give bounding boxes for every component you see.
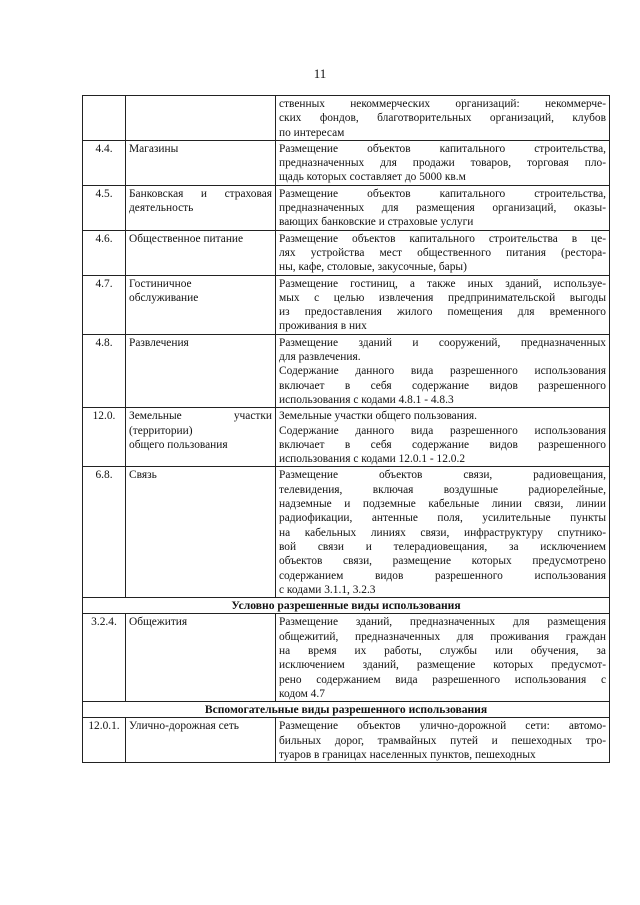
use-description-line: предназначенных для размещения организаций, оказы- [279,202,606,215]
use-description-line: проживания в них [279,320,367,333]
use-code [83,96,126,141]
use-description-line: на кабельных линиях связи, инфраструктуру спутнико- [279,526,606,539]
use-description-line: ственных некоммерческих организаций: некоммерче- [279,98,606,110]
table-body [83,96,610,763]
use-description-line: с кодами 3.1.1, 3.2.3 [279,583,376,596]
use-name [126,467,276,598]
land-use-table [82,95,610,763]
use-description-line: бильных дорог, трамвайных путей и пешеходных тро- [279,734,606,747]
use-description-line: Содержание данного вида разрешенного использования [279,365,606,378]
use-description [276,467,610,598]
use-description-line: вающих банковские и страховые услуги [279,216,474,229]
use-description-line: кодом 4.7 [279,687,325,700]
use-name-line: Развлечения [129,336,189,349]
table-row [83,334,610,407]
use-description-line: включает в себя содержание видов разрешенного [279,379,606,392]
use-code: 12.0.1. [83,718,126,763]
use-name-line: Общежития [129,616,188,629]
use-description-line: Содержание данного вида разрешенного использования [279,424,606,437]
use-description-line: Размещение объектов капитального строительства, [279,142,606,155]
use-name-line: Связь [129,469,157,482]
use-code: 4.6. [83,230,126,275]
use-name-line: Улично-дорожная сеть [129,720,240,733]
table-row [83,140,610,185]
use-description [276,408,610,467]
use-description-line: Размещение объектов капитального строительства, [279,187,606,200]
use-name [126,140,276,185]
use-code: 4.4. [83,140,126,185]
table-row [83,185,610,230]
use-code: 6.8. [83,467,126,598]
use-description-line: использования с кодами 12.0.1 - 12.0.2 [279,453,466,466]
use-name-line: Гостиничное [129,277,192,290]
use-name [126,96,276,141]
use-description-line: Размещение зданий и сооружений, предназначенных [279,336,606,349]
use-description-line: телевидения, включая воздушные радиорелейные, [279,483,606,496]
use-name [126,275,276,334]
use-description-line: Размещение объектов улично-дорожной сети: автомо- [279,720,606,733]
use-description-line: для развлечения. [279,351,361,364]
use-description [276,140,610,185]
use-name [126,614,276,702]
section-header-row [83,598,610,614]
use-name [126,334,276,407]
use-description-line: щадь которых составляет до 5000 кв.м [279,171,466,184]
use-description [276,185,610,230]
section-title: Вспомогательные виды разрешенного использования [83,702,610,718]
use-name [126,718,276,763]
use-name-line: деятельность [129,202,194,215]
use-name [126,408,276,467]
section-title: Условно разрешенные виды использования [83,598,610,614]
use-description-line: исключением зданий, размещение которых предусмот- [279,659,606,672]
use-description [276,718,610,763]
use-description-line: ских фондов, благотворительных организаций, клубов [279,112,606,125]
use-name-line: Земельные участки [129,410,272,423]
use-description [276,275,610,334]
use-code: 4.8. [83,334,126,407]
use-description-line: Размещение объектов капитального строительства в це- [279,232,606,245]
use-name-line: обслуживание [129,291,199,304]
use-description [276,334,610,407]
use-description [276,96,610,141]
use-description-line: общежитий, предназначенных для проживания граждан [279,630,606,643]
use-description [276,230,610,275]
use-description-line: мых с целью извлечения предпринимательской выгоды [279,291,606,304]
use-description-line: рено содержанием вида разрешенного использования с [279,673,606,686]
use-description-line: лях устройства мест общественного питания (рестора- [279,246,606,259]
use-description-line: туаров в границах населенных пунктов, пешеходных [279,749,536,762]
section-header-row [83,702,610,718]
use-description-line: из предоставления жилого помещения для временного [279,306,606,319]
table-row [83,230,610,275]
use-code: 3.2.4. [83,614,126,702]
use-description-line: надземные и подземные кабельные линии связи, линии [279,498,606,511]
table-row [83,408,610,467]
use-name-line: общего пользования [129,438,228,451]
use-description-line: Размещение объектов связи, радиовещания, [279,469,606,482]
use-description-line: Размещение зданий, предназначенных для размещения [279,616,606,629]
use-code: 4.5. [83,185,126,230]
use-description-line: предназначенных для продажи товаров, торговая пло- [279,157,606,170]
use-description-line: Земельные участки общего пользования. [279,410,478,423]
use-description-line: Размещение гостиниц, а также иных зданий, используе- [279,277,606,290]
use-description-line: радиофикации, антенные поля, усилительные пункты [279,512,606,525]
use-description-line: по интересам [279,126,345,139]
page-bottom-margin [0,838,640,905]
table-row [83,467,610,598]
use-name-line: (территории) [129,424,193,437]
use-description-line: включает в себя содержание видов разрешенного [279,438,606,451]
table-row [83,96,610,141]
use-code: 4.7. [83,275,126,334]
use-description-line: ны, кафе, столовые, закусочные, бары) [279,261,467,274]
use-name-line: Общественное питание [129,232,244,245]
use-description-line: использования с кодами 4.8.1 - 4.8.3 [279,393,454,406]
table-row [83,275,610,334]
page-number: 11 [313,66,327,81]
use-description [276,614,610,702]
use-code: 12.0. [83,408,126,467]
use-description-line: вой связи и телерадиовещания, за исключением [279,540,606,553]
use-description-line: содержанием видов разрешенного использования [279,569,606,582]
use-name [126,185,276,230]
table-row [83,718,610,763]
table-row [83,614,610,702]
use-description-line: объектов связи, размещение которых предусмотрено [279,555,606,568]
use-name [126,230,276,275]
use-name-line: Банковская и страховая [129,187,272,200]
use-description-line: на время их работы, службы или обучения, за [279,644,606,657]
use-name-line: Магазины [129,142,179,155]
